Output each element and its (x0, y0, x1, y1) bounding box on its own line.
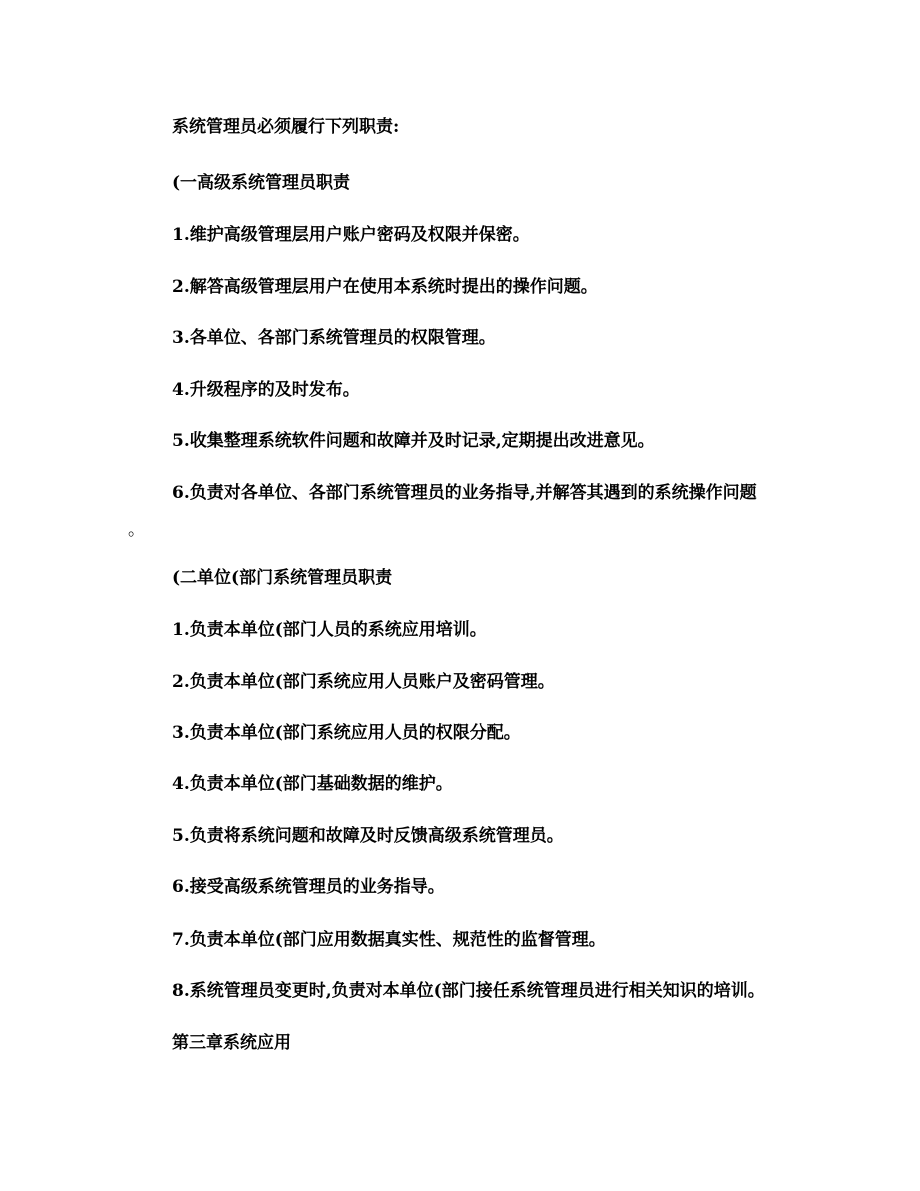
section-heading: (一高级系统管理员职责 (172, 173, 351, 193)
list-item: 8.系统管理员变更时,负责对本单位(部门接任系统管理员进行相关知识的培训。 (172, 981, 765, 1001)
list-item: 6.负责对各单位、各部门系统管理员的业务指导,并解答其遇到的系统操作问题 (172, 483, 757, 503)
list-item: 4.升级程序的及时发布。 (172, 380, 360, 400)
section-heading: (二单位(部门系统管理员职责 (172, 568, 393, 588)
list-item: 6.接受高级系统管理员的业务指导。 (172, 877, 445, 897)
list-item: 5.负责将系统问题和故障及时反馈高级系统管理员。 (172, 826, 564, 846)
list-item: 5.收集整理系统软件问题和故障并及时记录,定期提出改进意见。 (172, 431, 655, 451)
list-item-continuation: 。 (128, 520, 145, 540)
list-item: 7.负责本单位(部门应用数据真实性、规范性的监督管理。 (172, 930, 606, 950)
list-item: 3.负责本单位(部门系统应用人员的权限分配。 (172, 723, 521, 743)
chapter-heading: 第三章系统应用 (172, 1033, 291, 1053)
list-item: 2.解答高级管理层用户在使用本系统时提出的操作问题。 (172, 277, 598, 297)
list-item: 4.负责本单位(部门基础数据的维护。 (172, 774, 453, 794)
list-item: 3.各单位、各部门系统管理员的权限管理。 (172, 328, 496, 348)
intro-text: 系统管理员必须履行下列职责: (172, 117, 400, 137)
list-item: 1.维护高级管理层用户账户密码及权限并保密。 (172, 225, 530, 245)
list-item: 1.负责本单位(部门人员的系统应用培训。 (172, 620, 487, 640)
list-item: 2.负责本单位(部门系统应用人员账户及密码管理。 (172, 672, 555, 692)
